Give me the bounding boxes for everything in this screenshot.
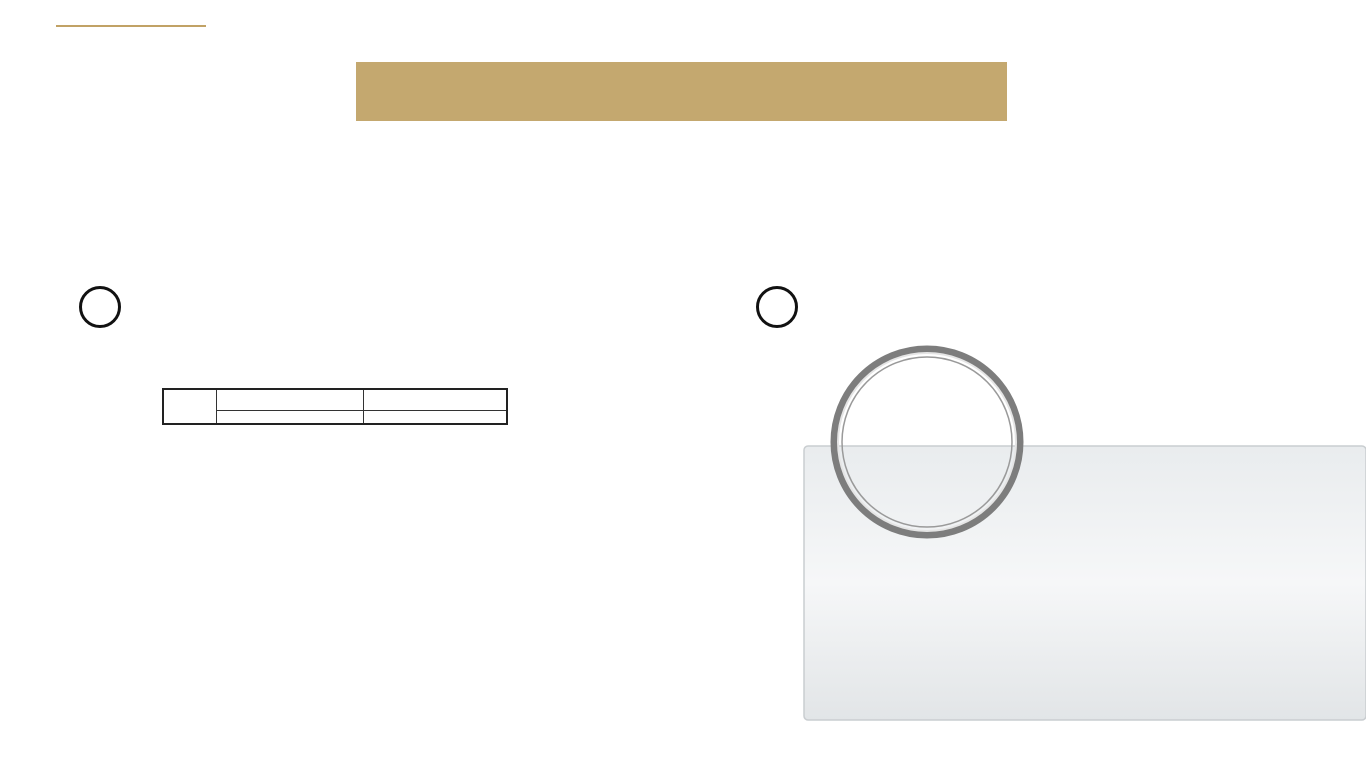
step-2-badge <box>756 286 798 328</box>
header-diameter <box>364 389 508 411</box>
ruler-illustration <box>800 340 1366 730</box>
step-1-badge <box>79 286 121 328</box>
header-circumference <box>217 389 364 411</box>
header-size <box>163 389 217 424</box>
ruler-body <box>804 446 1366 720</box>
header-unit-diameter <box>364 411 508 425</box>
brand-logo <box>22 22 244 33</box>
header-unit-circumference <box>217 411 364 425</box>
page-title <box>356 62 1007 121</box>
ring-size-chart <box>162 388 508 425</box>
ruler-graphic <box>800 340 1366 730</box>
logo-divider <box>56 25 206 27</box>
